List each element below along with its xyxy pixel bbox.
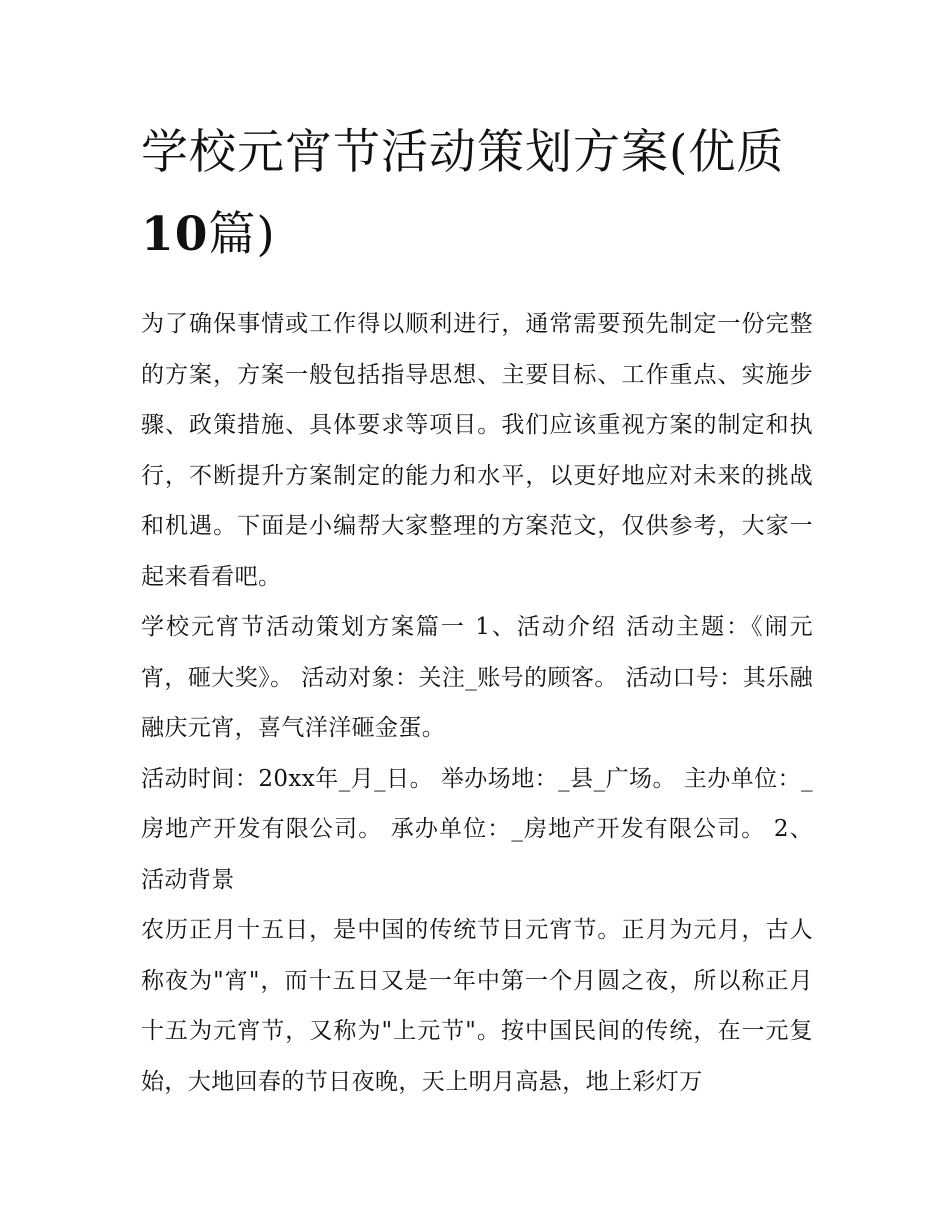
activity-intro-paragraph: 学校元宵节活动策划方案篇一 1、活动介绍 活动主题：《闹元宵，砸大奖》。 活动对象：关注_账号的顾客。 活动口号：其乐融融庆元宵，喜气洋洋砸金蛋。 — [141, 614, 813, 741]
document-page — [141, 112, 813, 1107]
background-paragraph: 农历正月十五日，是中国的传统节日元宵节。正月为元月，古人称夜为"宵"，而十五日又是一年中第一个月圆之夜，所以称正月十五为元宵节，又称为"上元节"。按中国民间的传统，在一元复始，大地回春的节日夜晚，天上明月高悬，地上彩灯万 — [141, 917, 813, 1095]
document-title: 学校元宵节活动策划方案(优质10篇) — [141, 125, 785, 262]
activity-details-paragraph: 活动时间：20xx年_月_日。 举办场地：_县_广场。 主办单位：_房地产开发有限公司。 承办单位：_房地产开发有限公司。 2、活动背景 — [141, 765, 813, 893]
intro-paragraph: 为了确保事情或工作得以顺利进行，通常需要预先制定一份完整的方案，方案一般包括指导思想、主要目标、工作重点、实施步骤、政策措施、具体要求等项目。我们应该重视方案的制定和执行，不断提升方案制定的能力和水平，以更好地应对未来的挑战和机遇。下面是小编帮大家整理的方案范文，仅供参考，大家一起来看看吧。 — [141, 311, 813, 590]
